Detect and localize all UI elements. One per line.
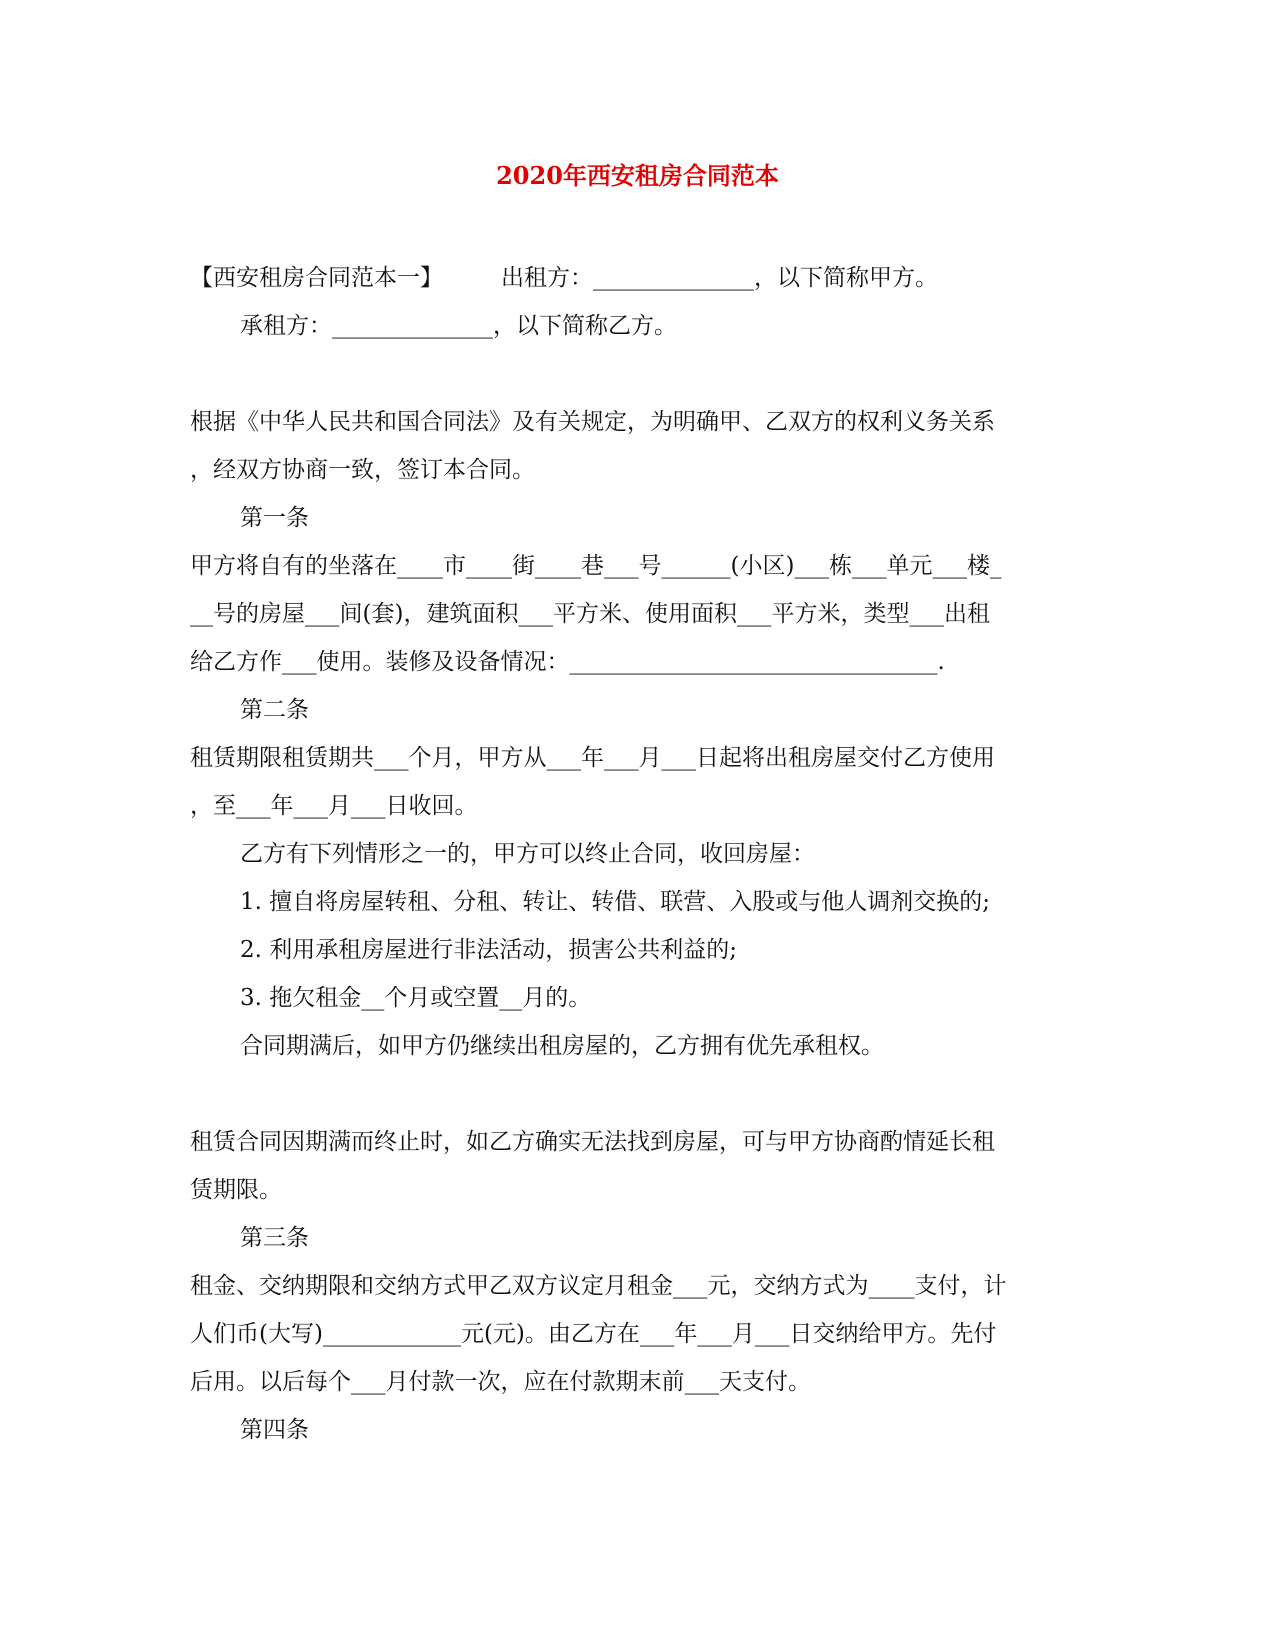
article-3-line: 后用。以后每个___月付款一次，应在付款期末前___天支付。 — [190, 1369, 811, 1395]
termination-intro: 乙方有下列情形之一的，甲方可以终止合同，收回房屋： — [240, 841, 815, 867]
termination-item: 1. 擅自将房屋转租、分租、转让、转借、联营、入股或与他人调剂交换的; — [240, 889, 991, 915]
termination-item: 3. 拖欠租金__个月或空置__月的。 — [240, 985, 592, 1011]
contract-body — [190, 254, 1090, 1454]
lessor-clause: 出租方：______________，以下简称甲方。 — [501, 265, 938, 291]
article-2-line: 租赁期限租赁期共___个月，甲方从___年___月___日起将出租房屋交付乙方使用 — [190, 745, 995, 771]
parties-lessor-line — [190, 254, 1090, 302]
article-2-line: ，至___年___月___日收回。 — [190, 793, 478, 819]
article-3-heading: 第三条 — [240, 1225, 309, 1251]
lessee-clause: 承租方：______________，以下简称乙方。 — [240, 313, 677, 339]
document-title: 2020年西安租房合同范本 — [496, 161, 779, 190]
article-2-heading: 第二条 — [240, 697, 309, 723]
preamble-line: ，经双方协商一致，签订本合同。 — [190, 457, 535, 483]
termination-item: 2. 利用承租房屋进行非法活动，损害公共利益的; — [240, 937, 738, 963]
article-3-line: 人们币(大写)____________元(元)。由乙方在___年___月___日交纳给甲方。先付 — [190, 1321, 997, 1347]
article-1-heading: 第一条 — [240, 505, 309, 531]
preamble-line: 根据《中华人民共和国合同法》及有关规定，为明确甲、乙双方的权利义务关系 — [190, 409, 995, 435]
article-3-line: 租金、交纳期限和交纳方式甲乙双方议定月租金___元，交纳方式为____支付，计 — [190, 1273, 1007, 1299]
extension-line: 赁期限。 — [190, 1177, 282, 1203]
article-1-line: 甲方将自有的坐落在____市____街____巷___号______(小区)___栋___单元___楼_ — [190, 553, 1002, 579]
section-label: 【西安租房合同范本一】 — [190, 265, 443, 291]
article-1-line: 给乙方作___使用。装修及设备情况：________________________________. — [190, 649, 945, 675]
extension-line: 租赁合同因期满而终止时，如乙方确实无法找到房屋，可与甲方协商酌情延长租 — [190, 1129, 995, 1155]
article-1-line: __号的房屋___间(套)，建筑面积___平方米、使用面积___平方米，类型___出租 — [190, 601, 990, 627]
article-4-heading: 第四条 — [240, 1417, 309, 1443]
renewal-clause: 合同期满后，如甲方仍继续出租房屋的，乙方拥有优先承租权。 — [240, 1033, 884, 1059]
